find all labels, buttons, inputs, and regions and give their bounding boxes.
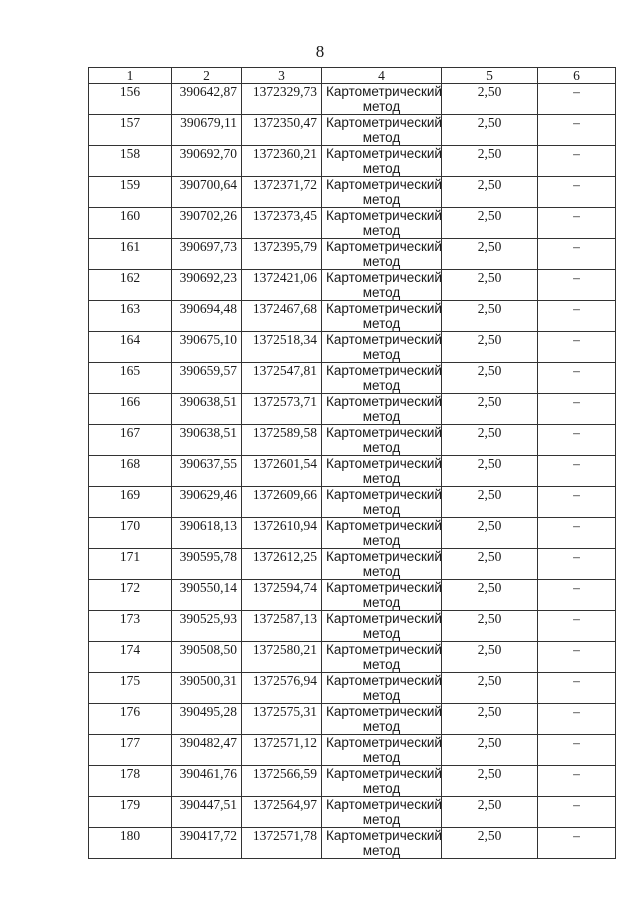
x-coordinate-cell: 390629,46 bbox=[172, 487, 242, 518]
note-cell: – bbox=[538, 270, 616, 301]
table-row bbox=[89, 208, 616, 239]
note-cell: – bbox=[538, 487, 616, 518]
accuracy-cell: 2,50 bbox=[442, 611, 538, 642]
method-cell: Картометрический метод bbox=[322, 611, 442, 642]
point-number-cell: 164 bbox=[89, 332, 172, 363]
y-coordinate-cell: 1372573,71 bbox=[242, 394, 322, 425]
header-cell: 1 bbox=[89, 68, 172, 84]
note-cell: – bbox=[538, 301, 616, 332]
method-cell: Картометрический метод bbox=[322, 704, 442, 735]
point-number-cell: 170 bbox=[89, 518, 172, 549]
accuracy-cell: 2,50 bbox=[442, 642, 538, 673]
note-cell: – bbox=[538, 84, 616, 115]
method-cell: Картометрический метод bbox=[322, 735, 442, 766]
table-body bbox=[89, 68, 616, 859]
y-coordinate-cell: 1372594,74 bbox=[242, 580, 322, 611]
method-cell: Картометрический метод bbox=[322, 239, 442, 270]
method-cell: Картометрический метод bbox=[322, 456, 442, 487]
point-number-cell: 173 bbox=[89, 611, 172, 642]
x-coordinate-cell: 390500,31 bbox=[172, 673, 242, 704]
point-number-cell: 168 bbox=[89, 456, 172, 487]
accuracy-cell: 2,50 bbox=[442, 177, 538, 208]
note-cell: – bbox=[538, 580, 616, 611]
point-number-cell: 156 bbox=[89, 84, 172, 115]
table-row bbox=[89, 332, 616, 363]
note-cell: – bbox=[538, 673, 616, 704]
y-coordinate-cell: 1372575,31 bbox=[242, 704, 322, 735]
y-coordinate-cell: 1372609,66 bbox=[242, 487, 322, 518]
x-coordinate-cell: 390637,55 bbox=[172, 456, 242, 487]
note-cell: – bbox=[538, 177, 616, 208]
note-cell: – bbox=[538, 425, 616, 456]
accuracy-cell: 2,50 bbox=[442, 549, 538, 580]
x-coordinate-cell: 390595,78 bbox=[172, 549, 242, 580]
x-coordinate-cell: 390692,70 bbox=[172, 146, 242, 177]
point-number-cell: 171 bbox=[89, 549, 172, 580]
point-number-cell: 159 bbox=[89, 177, 172, 208]
note-cell: – bbox=[538, 642, 616, 673]
accuracy-cell: 2,50 bbox=[442, 332, 538, 363]
table-row bbox=[89, 270, 616, 301]
table-row bbox=[89, 115, 616, 146]
accuracy-cell: 2,50 bbox=[442, 487, 538, 518]
x-coordinate-cell: 390679,11 bbox=[172, 115, 242, 146]
method-cell: Картометрический метод bbox=[322, 518, 442, 549]
header-cell: 5 bbox=[442, 68, 538, 84]
note-cell: – bbox=[538, 735, 616, 766]
coordinates-table bbox=[88, 67, 616, 859]
y-coordinate-cell: 1372467,68 bbox=[242, 301, 322, 332]
table-row bbox=[89, 239, 616, 270]
accuracy-cell: 2,50 bbox=[442, 828, 538, 859]
table-row bbox=[89, 363, 616, 394]
point-number-cell: 166 bbox=[89, 394, 172, 425]
y-coordinate-cell: 1372547,81 bbox=[242, 363, 322, 394]
y-coordinate-cell: 1372610,94 bbox=[242, 518, 322, 549]
x-coordinate-cell: 390692,23 bbox=[172, 270, 242, 301]
x-coordinate-cell: 390642,87 bbox=[172, 84, 242, 115]
x-coordinate-cell: 390638,51 bbox=[172, 394, 242, 425]
note-cell: – bbox=[538, 332, 616, 363]
point-number-cell: 167 bbox=[89, 425, 172, 456]
method-cell: Картометрический метод bbox=[322, 549, 442, 580]
note-cell: – bbox=[538, 239, 616, 270]
y-coordinate-cell: 1372589,58 bbox=[242, 425, 322, 456]
point-number-cell: 172 bbox=[89, 580, 172, 611]
accuracy-cell: 2,50 bbox=[442, 766, 538, 797]
x-coordinate-cell: 390702,26 bbox=[172, 208, 242, 239]
table-row bbox=[89, 425, 616, 456]
point-number-cell: 158 bbox=[89, 146, 172, 177]
method-cell: Картометрический метод bbox=[322, 673, 442, 704]
note-cell: – bbox=[538, 704, 616, 735]
method-cell: Картометрический метод bbox=[322, 797, 442, 828]
accuracy-cell: 2,50 bbox=[442, 704, 538, 735]
accuracy-cell: 2,50 bbox=[442, 363, 538, 394]
accuracy-cell: 2,50 bbox=[442, 580, 538, 611]
x-coordinate-cell: 390508,50 bbox=[172, 642, 242, 673]
note-cell: – bbox=[538, 766, 616, 797]
accuracy-cell: 2,50 bbox=[442, 673, 538, 704]
note-cell: – bbox=[538, 518, 616, 549]
table-row bbox=[89, 611, 616, 642]
method-cell: Картометрический метод bbox=[322, 363, 442, 394]
point-number-cell: 160 bbox=[89, 208, 172, 239]
y-coordinate-cell: 1372371,72 bbox=[242, 177, 322, 208]
x-coordinate-cell: 390697,73 bbox=[172, 239, 242, 270]
x-coordinate-cell: 390482,47 bbox=[172, 735, 242, 766]
accuracy-cell: 2,50 bbox=[442, 146, 538, 177]
method-cell: Картометрический метод bbox=[322, 208, 442, 239]
method-cell: Картометрический метод bbox=[322, 642, 442, 673]
x-coordinate-cell: 390675,10 bbox=[172, 332, 242, 363]
note-cell: – bbox=[538, 146, 616, 177]
y-coordinate-cell: 1372329,73 bbox=[242, 84, 322, 115]
point-number-cell: 177 bbox=[89, 735, 172, 766]
accuracy-cell: 2,50 bbox=[442, 394, 538, 425]
note-cell: – bbox=[538, 549, 616, 580]
note-cell: – bbox=[538, 363, 616, 394]
header-cell: 3 bbox=[242, 68, 322, 84]
y-coordinate-cell: 1372518,34 bbox=[242, 332, 322, 363]
note-cell: – bbox=[538, 394, 616, 425]
table-row bbox=[89, 797, 616, 828]
method-cell: Картометрический метод bbox=[322, 146, 442, 177]
x-coordinate-cell: 390700,64 bbox=[172, 177, 242, 208]
y-coordinate-cell: 1372580,21 bbox=[242, 642, 322, 673]
page-number: 8 bbox=[315, 42, 325, 61]
table-row bbox=[89, 146, 616, 177]
x-coordinate-cell: 390618,13 bbox=[172, 518, 242, 549]
note-cell: – bbox=[538, 208, 616, 239]
y-coordinate-cell: 1372373,45 bbox=[242, 208, 322, 239]
method-cell: Картометрический метод bbox=[322, 766, 442, 797]
table-row bbox=[89, 642, 616, 673]
note-cell: – bbox=[538, 797, 616, 828]
method-cell: Картометрический метод bbox=[322, 301, 442, 332]
x-coordinate-cell: 390447,51 bbox=[172, 797, 242, 828]
x-coordinate-cell: 390495,28 bbox=[172, 704, 242, 735]
method-cell: Картометрический метод bbox=[322, 115, 442, 146]
note-cell: – bbox=[538, 115, 616, 146]
y-coordinate-cell: 1372612,25 bbox=[242, 549, 322, 580]
accuracy-cell: 2,50 bbox=[442, 115, 538, 146]
x-coordinate-cell: 390659,57 bbox=[172, 363, 242, 394]
point-number-cell: 169 bbox=[89, 487, 172, 518]
table-row bbox=[89, 301, 616, 332]
table-row bbox=[89, 487, 616, 518]
table-row bbox=[89, 177, 616, 208]
table-header-row bbox=[89, 68, 616, 84]
point-number-cell: 179 bbox=[89, 797, 172, 828]
accuracy-cell: 2,50 bbox=[442, 518, 538, 549]
table-row bbox=[89, 549, 616, 580]
method-cell: Картометрический метод bbox=[322, 332, 442, 363]
method-cell: Картометрический метод bbox=[322, 84, 442, 115]
method-cell: Картометрический метод bbox=[322, 177, 442, 208]
note-cell: – bbox=[538, 828, 616, 859]
accuracy-cell: 2,50 bbox=[442, 84, 538, 115]
table-row bbox=[89, 704, 616, 735]
accuracy-cell: 2,50 bbox=[442, 239, 538, 270]
accuracy-cell: 2,50 bbox=[442, 425, 538, 456]
x-coordinate-cell: 390417,72 bbox=[172, 828, 242, 859]
point-number-cell: 162 bbox=[89, 270, 172, 301]
table-row bbox=[89, 518, 616, 549]
x-coordinate-cell: 390550,14 bbox=[172, 580, 242, 611]
point-number-cell: 163 bbox=[89, 301, 172, 332]
accuracy-cell: 2,50 bbox=[442, 208, 538, 239]
y-coordinate-cell: 1372566,59 bbox=[242, 766, 322, 797]
header-cell: 2 bbox=[172, 68, 242, 84]
point-number-cell: 176 bbox=[89, 704, 172, 735]
method-cell: Картометрический метод bbox=[322, 270, 442, 301]
point-number-cell: 161 bbox=[89, 239, 172, 270]
point-number-cell: 178 bbox=[89, 766, 172, 797]
y-coordinate-cell: 1372350,47 bbox=[242, 115, 322, 146]
table-row bbox=[89, 84, 616, 115]
method-cell: Картометрический метод bbox=[322, 828, 442, 859]
y-coordinate-cell: 1372571,78 bbox=[242, 828, 322, 859]
method-cell: Картометрический метод bbox=[322, 580, 442, 611]
table-row bbox=[89, 828, 616, 859]
y-coordinate-cell: 1372576,94 bbox=[242, 673, 322, 704]
accuracy-cell: 2,50 bbox=[442, 735, 538, 766]
y-coordinate-cell: 1372587,13 bbox=[242, 611, 322, 642]
table-row bbox=[89, 735, 616, 766]
table-row bbox=[89, 673, 616, 704]
table-row bbox=[89, 766, 616, 797]
note-cell: – bbox=[538, 611, 616, 642]
y-coordinate-cell: 1372571,12 bbox=[242, 735, 322, 766]
accuracy-cell: 2,50 bbox=[442, 456, 538, 487]
x-coordinate-cell: 390694,48 bbox=[172, 301, 242, 332]
table-row bbox=[89, 580, 616, 611]
y-coordinate-cell: 1372360,21 bbox=[242, 146, 322, 177]
method-cell: Картометрический метод bbox=[322, 394, 442, 425]
note-cell: – bbox=[538, 456, 616, 487]
table-row bbox=[89, 394, 616, 425]
point-number-cell: 157 bbox=[89, 115, 172, 146]
method-cell: Картометрический метод bbox=[322, 425, 442, 456]
accuracy-cell: 2,50 bbox=[442, 270, 538, 301]
y-coordinate-cell: 1372421,06 bbox=[242, 270, 322, 301]
accuracy-cell: 2,50 bbox=[442, 797, 538, 828]
y-coordinate-cell: 1372564,97 bbox=[242, 797, 322, 828]
header-cell: 4 bbox=[322, 68, 442, 84]
accuracy-cell: 2,50 bbox=[442, 301, 538, 332]
y-coordinate-cell: 1372601,54 bbox=[242, 456, 322, 487]
header-cell: 6 bbox=[538, 68, 616, 84]
x-coordinate-cell: 390525,93 bbox=[172, 611, 242, 642]
x-coordinate-cell: 390461,76 bbox=[172, 766, 242, 797]
table-row bbox=[89, 456, 616, 487]
y-coordinate-cell: 1372395,79 bbox=[242, 239, 322, 270]
point-number-cell: 180 bbox=[89, 828, 172, 859]
method-cell: Картометрический метод bbox=[322, 487, 442, 518]
point-number-cell: 175 bbox=[89, 673, 172, 704]
x-coordinate-cell: 390638,51 bbox=[172, 425, 242, 456]
point-number-cell: 174 bbox=[89, 642, 172, 673]
point-number-cell: 165 bbox=[89, 363, 172, 394]
